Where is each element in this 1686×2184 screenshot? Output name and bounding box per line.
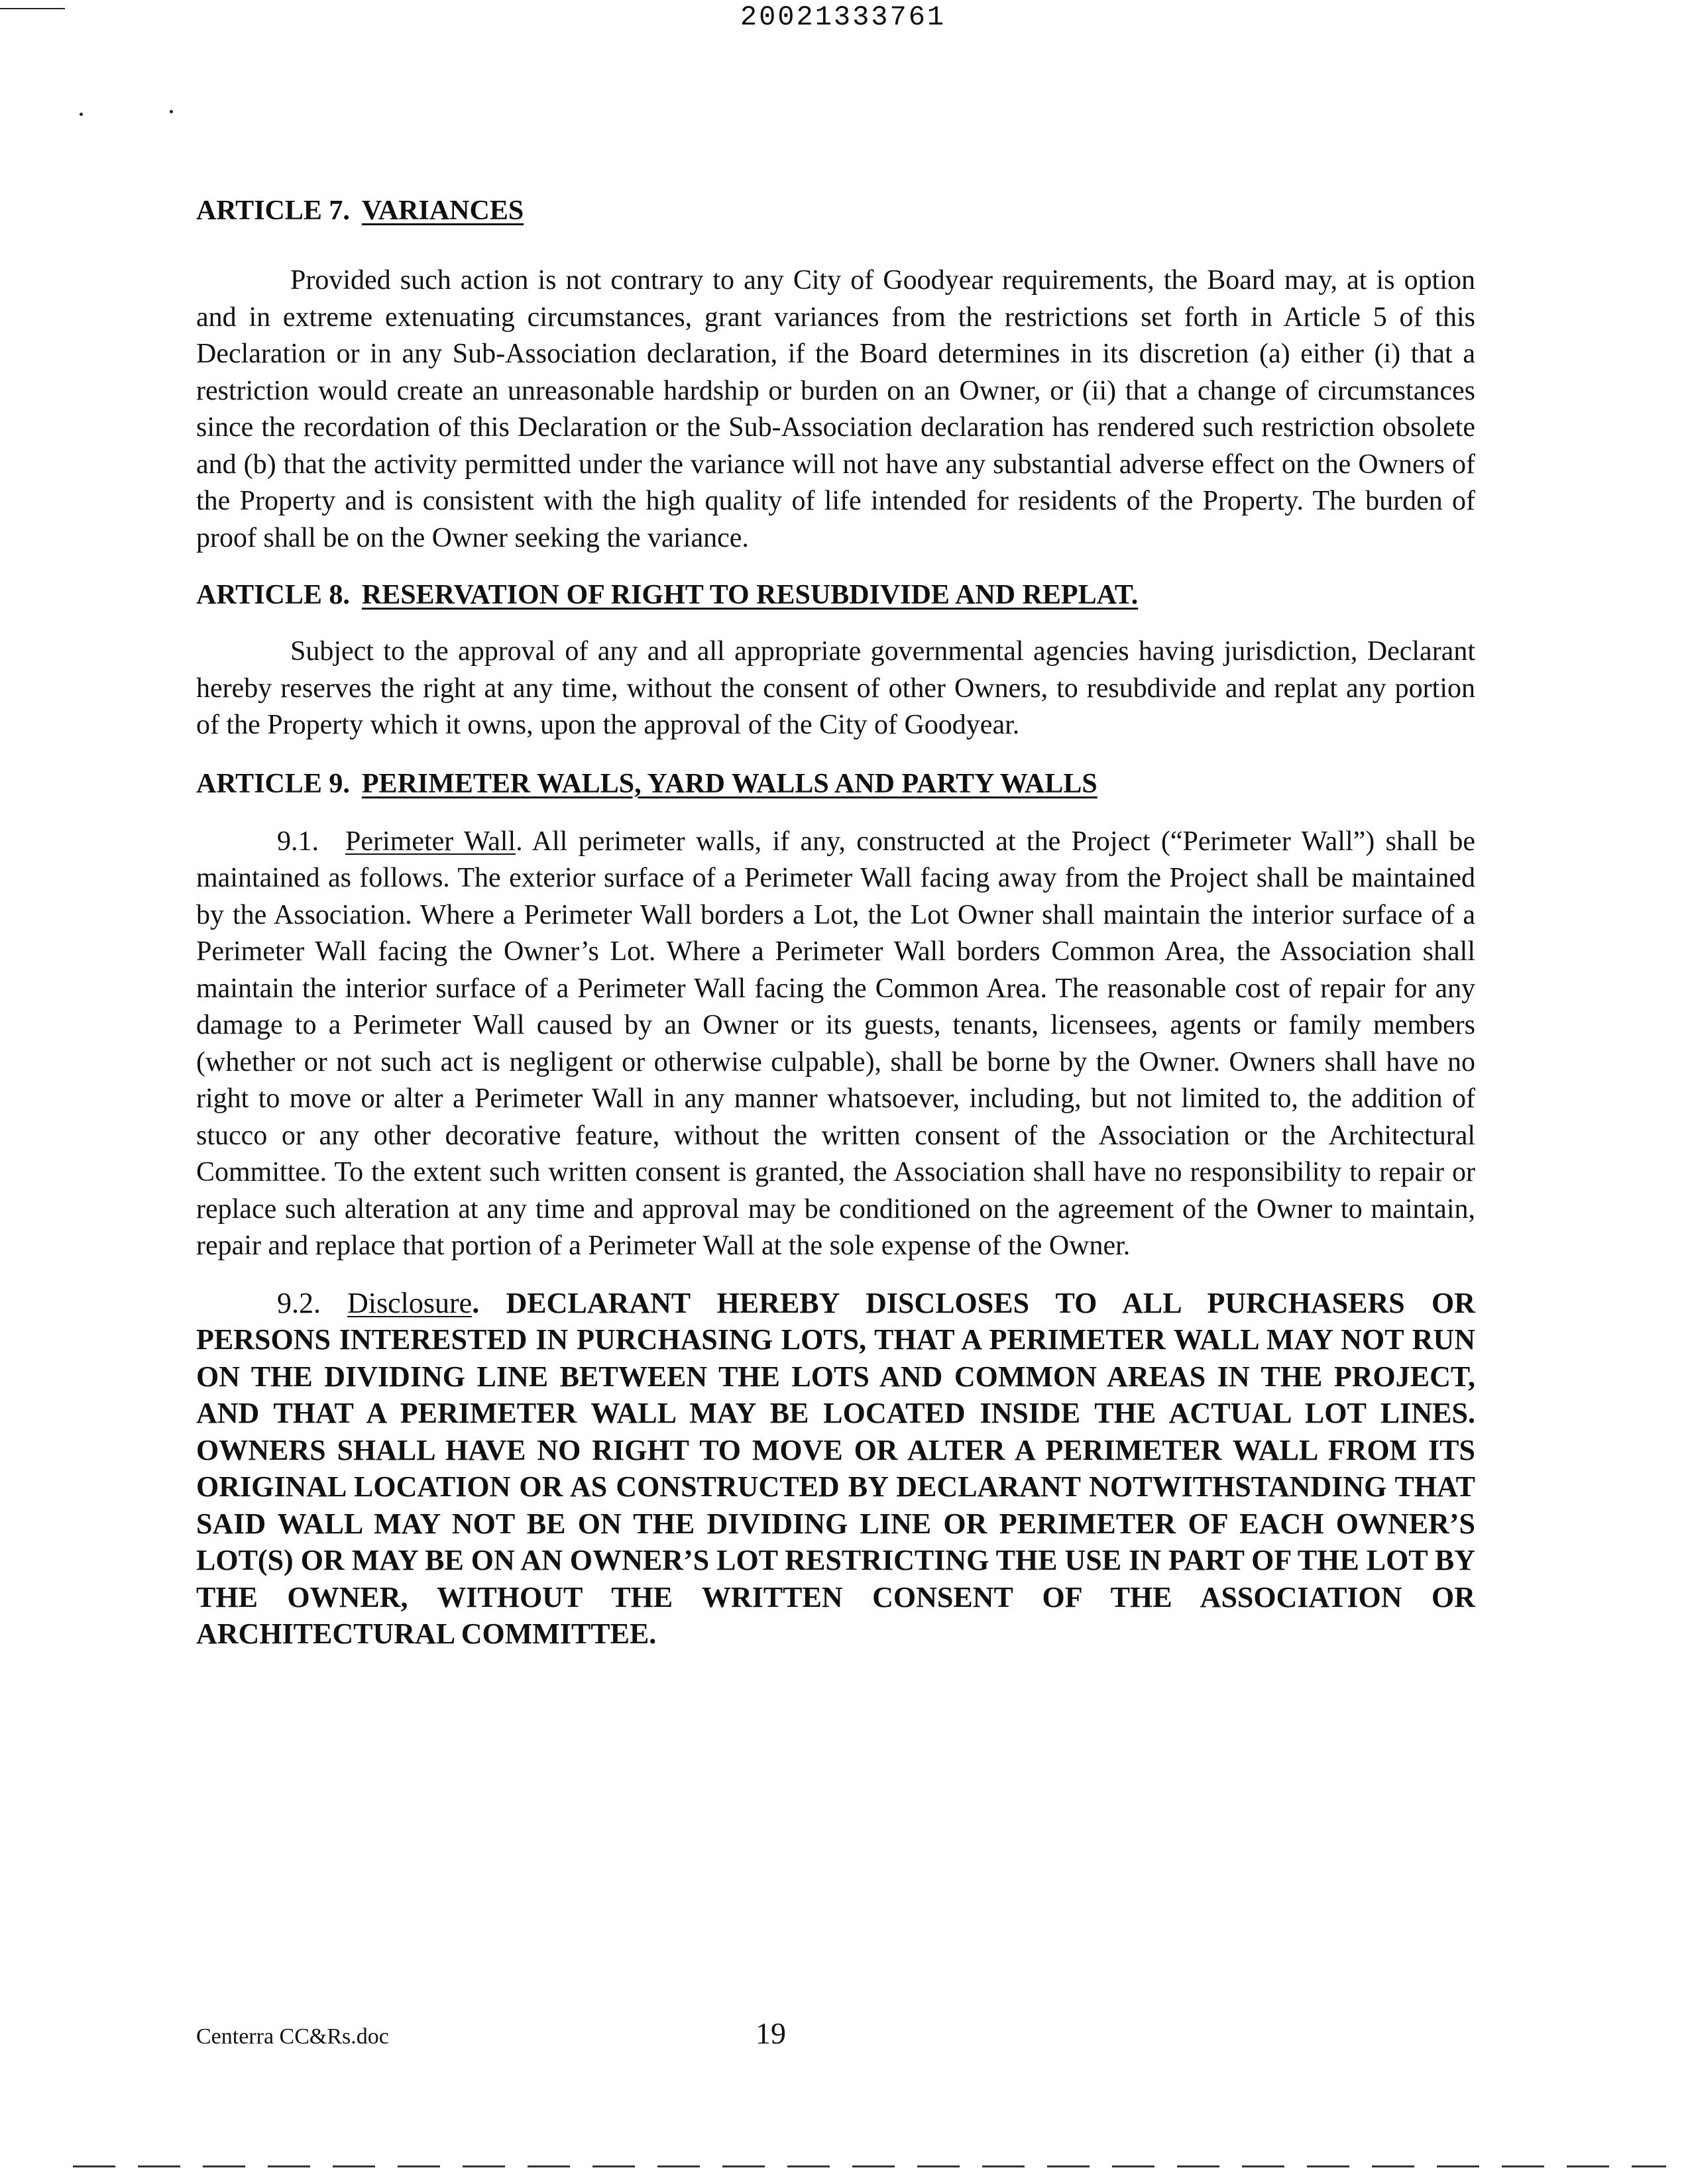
article-8-paragraph: Subject to the approval of any and all appropriate governmental agencies having jurisdiction, Declarant hereby reserves the right at any time, without the consent of other Owners, to resubdivide and replat any portion of the Property which it owns, upon the approval of the City of Goodyear. — [196, 636, 1475, 740]
footer-filename: Centerra CC&Rs.doc — [196, 2024, 389, 2049]
article-title: VARIANCES — [361, 195, 524, 226]
article-8-heading — [196, 576, 1475, 614]
article-number: ARTICLE 7. — [196, 195, 350, 226]
document-number: 20021333761 — [740, 1, 946, 33]
article-title: PERIMETER WALLS, YARD WALLS AND PARTY WALLS — [361, 768, 1097, 799]
article-7-paragraph: Provided such action is not contrary to any City of Goodyear requirements, the Board may, at is option and in extreme extenuating circumstances, grant variances from the restrictions set forth in Article 5 of this Declaration or in any Sub-Association declaration, if the Board determines in its discretion (a) either (i) that a restriction would create an unreasonable hardship or burden on an Owner, or (ii) that a change of circumstances since the recordation of this Declaration or the Sub-Association declaration has rendered such restriction obsolete and (b) that the activity permitted under the variance will not have any substantial adverse effect on the Owners of the Property and is consistent with the high quality of life intended for residents of the Property. The burden of proof shall be on the Owner seeking the variance. — [196, 265, 1475, 553]
article-8 — [196, 576, 1475, 744]
article-7 — [196, 192, 1475, 557]
scan-dot — [170, 110, 173, 113]
section-text: . All perimeter walls, if any, constructed at the Project (“Perimeter Wall”) shall be maintained as follows. The exterior surface of a Perimeter Wall facing away from the Project shall be maintained by the Association. Where a Perimeter Wall borders a Lot, the Lot Owner shall maintain the interior surface of a Perimeter Wall facing the Owner’s Lot. Where a Perimeter Wall borders Common Area, the Association shall maintain the interior surface of a Perimeter Wall facing the Common Area. The reasonable cost of repair for any damage to a Perimeter Wall caused by an Owner or its guests, tenants, licensees, agents or family members (whether or not such act is negligent or otherwise culpable), shall be borne by the Owner. Owners shall have no right to move or alter a Perimeter Wall in any manner whatsoever, including, but not limited to, the addition of stucco or any other decorative feature, without the written consent of the Association or the Architectural Committee. To the extent such written consent is granted, the Association shall have no responsibility to repair or replace such alteration at any time and approval may be conditioned on the agreement of the Owner to maintain, repair and replace that portion of a Perimeter Wall at the sole expense of the Owner. — [196, 826, 1475, 1261]
bottom-scan-edge — [73, 2165, 1666, 2167]
disclosure-text: . DECLARANT HEREBY DISCLOSES TO ALL PURCHASERS OR PERSONS INTERESTED IN PURCHASING LOTS, THAT A PERIMETER WALL MAY NOT RUN ON THE DIVIDING LINE BETWEEN THE LOTS AND COMMON AREAS IN THE PROJECT, AND THAT A PERIMETER WALL MAY BE LOCATED INSIDE THE ACTUAL LOT LINES. OWNERS SHALL HAVE NO RIGHT TO MOVE OR ALTER A PERIMETER WALL FROM ITS ORIGINAL LOCATION OR AS CONSTRUCTED BY DECLARANT NOTWITHSTANDING THAT SAID WALL MAY NOT BE ON THE DIVIDING LINE OR PERIMETER OF EACH OWNER’S LOT(S) OR MAY BE ON AN OWNER’S LOT RESTRICTING THE USE IN PART OF THE LOT BY THE OWNER, WITHOUT THE WRITTEN CONSENT OF THE ASSOCIATION OR ARCHITECTURAL COMMITTEE. — [196, 1286, 1476, 1650]
section-number: 9.1. — [277, 826, 319, 857]
article-number: ARTICLE 9. — [196, 768, 350, 799]
scan-dot — [80, 113, 83, 116]
section-9-1 — [196, 824, 1475, 1265]
article-9-heading — [196, 765, 1475, 802]
article-title: RESERVATION OF RIGHT TO RESUBDIVIDE AND REPLAT. — [361, 580, 1139, 610]
page-number: 19 — [756, 2016, 786, 2050]
section-number: 9.2. — [277, 1286, 321, 1319]
section-title: Disclosure — [347, 1286, 473, 1319]
article-9 — [196, 765, 1475, 1653]
article-7-heading — [196, 192, 1475, 229]
article-number: ARTICLE 8. — [196, 580, 350, 610]
section-title: Perimeter Wall — [345, 826, 516, 857]
document-body — [196, 192, 1475, 1653]
section-9-2 — [196, 1285, 1475, 1653]
